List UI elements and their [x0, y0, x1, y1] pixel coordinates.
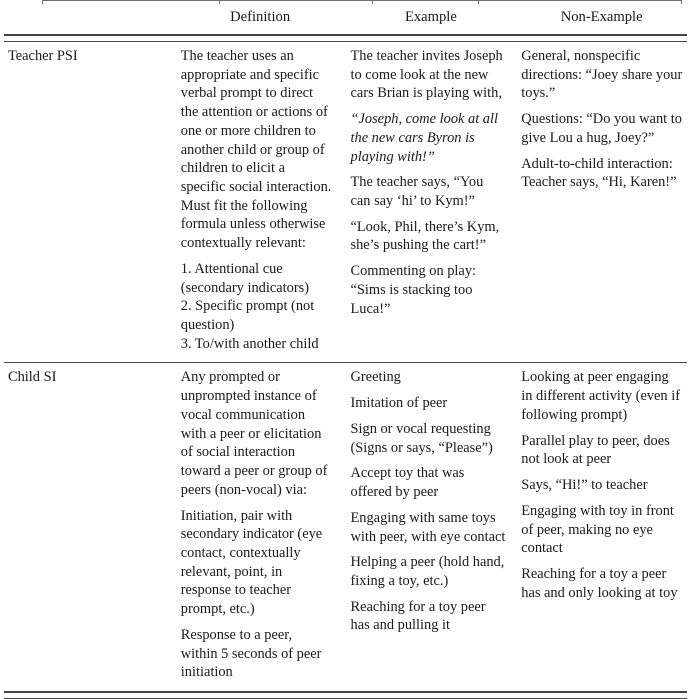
paragraph: Reaching for a toy peer has and pulling it [350, 598, 486, 634]
paragraph: Adult-to-child interaction: Teacher says, “Hi, Karen!” [521, 155, 677, 191]
paragraph: Says, “Hi!” to teacher [521, 477, 648, 494]
paragraph: Engaging with toy in front of peer, making no eye contact [521, 502, 674, 557]
column-header-example: Example [404, 9, 457, 25]
paragraph: Reaching for a toy a peer has and only looking at toy [521, 565, 678, 601]
paragraph: Engaging with same toys with peer, with eye contact [350, 509, 506, 545]
column-header-row-label [4, 8, 175, 35]
table-body [4, 35, 687, 699]
paragraph: Sign or vocal requesting (Signs or says, “Please”) [350, 420, 493, 456]
paragraph: The teacher says, “You can say ‘hi’ to Kym!” [350, 174, 484, 209]
paragraph: Commenting on play: “Sims is stacking too Luca!” [350, 263, 477, 317]
paragraph: Greeting [350, 369, 401, 386]
cut-off-table-fragment [42, 0, 682, 3]
paragraph: Parallel play to peer, does not look at peer [521, 432, 670, 468]
row-label-teacher-psi: Teacher PSI [8, 47, 78, 64]
paragraph: The teacher uses an appropriate and specific verbal prompt to direct the attention or actions of one or more children to another child or group of children to elicit a specific social interaction. Must fit the following formula unless otherwise contextually relevant: [180, 47, 332, 252]
paragraph: 3. To/with another child [180, 335, 319, 352]
cell-teacher-psi-definition [175, 41, 346, 363]
paragraph: “Joseph, come look at all the new cars Byron is playing with!” [350, 111, 498, 165]
cell-teacher-psi-example [346, 41, 517, 363]
table-row [4, 41, 687, 363]
cell-child-si-definition [175, 363, 346, 692]
paragraph: Initiation, pair with secondary indicator (eye contact, contextually relevant, point, in response to teacher prompt, etc.) [180, 507, 323, 618]
column-header-definition: Definition [230, 9, 291, 25]
cell-child-si-example [346, 363, 517, 692]
paragraph: “Look, Phil, there’s Kym, she’s pushing the cart!” [350, 218, 500, 254]
paragraph: Accept toy that was offered by peer [350, 465, 465, 501]
table-bottom-double-rule [4, 692, 687, 699]
definitions-table-container [0, 8, 690, 699]
table-row [4, 363, 687, 692]
paragraph: Any prompted or unprompted instance of vocal communication with a peer or elicitation of social interaction toward a peer or group of peers (non-vocal) via: [180, 369, 328, 498]
paragraph: The teacher invites Joseph to come look at the new cars Brian is playing with, [350, 47, 503, 102]
paragraph: 1. Attentional cue (secondary indicators) [180, 260, 310, 296]
operational-definitions-table [4, 8, 687, 699]
paragraph: 2. Specific prompt (not question) [180, 298, 315, 334]
table-header-row [4, 8, 687, 35]
column-header-non-example: Non-Example [560, 9, 643, 25]
row-label-child-si: Child SI [8, 369, 57, 386]
cell-teacher-psi-non-example [516, 41, 687, 363]
paragraph: Response to a peer, within 5 seconds of peer initiation [180, 626, 322, 681]
paragraph: Helping a peer (hold hand, fixing a toy, etc.) [350, 554, 505, 589]
paragraph: General, nonspecific directions: “Joey share your toys.” [521, 47, 683, 102]
paragraph: Looking at peer engaging in different activity (even if following prompt) [521, 369, 681, 423]
table-header [4, 8, 687, 35]
paragraph: Questions: “Do you want to give Lou a hug, Joey?” [521, 111, 682, 146]
cell-child-si-non-example [516, 363, 687, 692]
paragraph: Imitation of peer [350, 395, 448, 412]
